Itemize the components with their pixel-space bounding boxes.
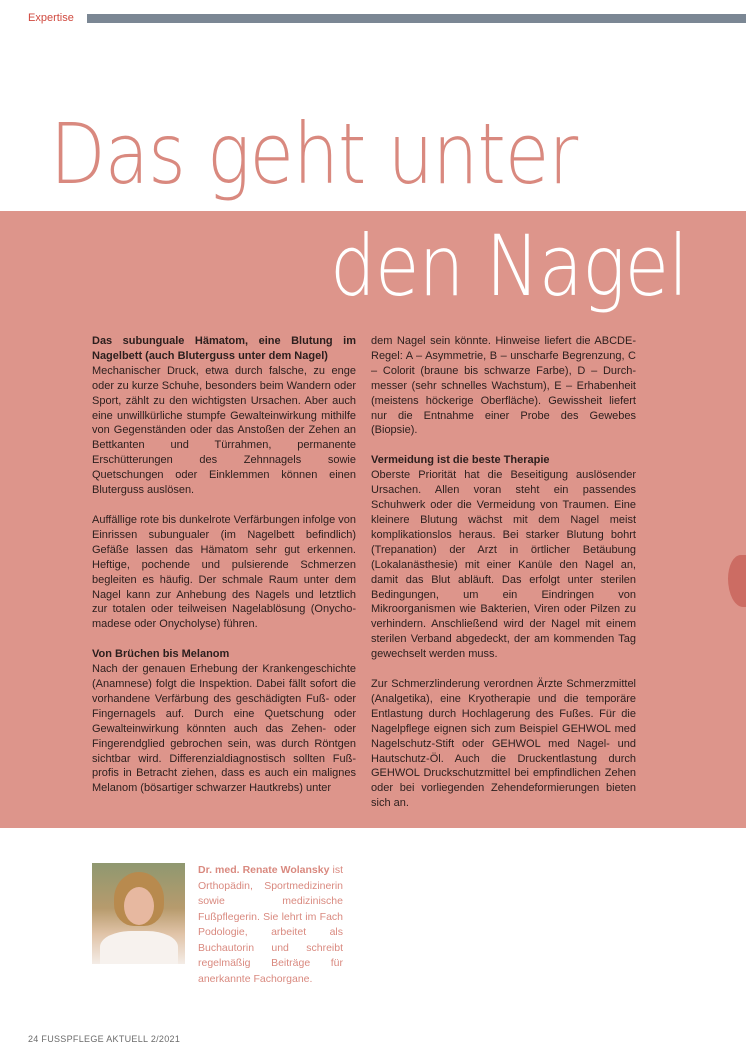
headline-line-1: Das geht unter [50,105,578,203]
paragraph: Nach der genauen Erhebung der Krankengeschichte (Anamnese) folgt die Inspektion. Dabei fällt sofort die vorhandene Verfärbung des geschädigten Fuß- oder Fingernagels auf. Durch eine Quetschung oder Gewalteinwirkung könnten auch das Zehen- oder Fingerendglied gebrochen sein, was durch Röntgen sichtbar wird. Differenzialdiagnostisch sollten Fußprofis in Betracht ziehen, dass es auch ein malignes Melanom (bösartiger schwarzer Hautkrebs) unter [92,663,356,795]
author-photo [92,863,185,964]
photo-shirt [100,931,178,964]
paragraph: Oberste Priorität hat die Beseitigung auslösender Ursachen. Allen voran steht ein passendes Schuhwerk oder die Vermeidung von Traumen. Eine kleinere Blutung wächst mit dem Nagel meist komplikationslos heraus. Bei starker Blutung bohrt (Trepanation) der Arzt in örtlicher Betäubung (Lokalanästhesie) mit einer Kanüle den Nagel an, damit das Blut abläuft. Das erfolgt unter sterilen Bedingungen, um ein Eindringen von Mikroorganismen wie Bakterien, Viren oder Pilzen zu verhindern. Anschließend wird der Nagel mit einem sterilen Verband abgedeckt, der am kommenden Tag gewechselt werden muss. [371,469,636,661]
section-label: Expertise [28,12,74,24]
author-bio [198,863,343,987]
subheading: Von Brüchen bis Melanom [92,648,230,661]
paragraph: Zur Schmerzlinderung verordnen Ärzte Schmerzmittel (Analgetika), eine Kryotherapie und die temporäre Entlastung durch Hochlagerung des Fußes. Für die Nagelpflege eignen sich zum Beispiel GEHWOL med Nagelschutz-Stift oder GEHWOL med Nagel- und Hautschutz-Öl. Auch die Druckentlastung durch GEHWOL Druckschutzmittel bei empfindlichen Zehen oder bei vorliegenden Zehendeformierungen bieten sich an. [371,678,636,810]
article-column-right [371,334,636,826]
paragraph-text: Mechanischer Druck, etwa durch falsche, zu enge oder zu kurze Schuhe, besonders beim Wandern oder Sport, zählt zu den wichtigsten Ursachen. Aber auch eine unwillkürliche stumpfe Gewalteinwirkung mithilfe von Gegenständen oder das Anstoßen der Zehen an Bettkanten und Türrahmen, permanente Erschütterungen des Zehnnagels sowie Quetschungen oder Einklemmen können einen Bluterguss auslösen. [92,364,356,497]
paragraph: Auffällige rote bis dunkelrote Verfärbungen infolge von Einrissen subungualer (im Nagelbett befindlich) Gefäße lassen das Hämatom sehr gut erkennen. Heftige, pochende und pulsierende Schmerzen begleiten es häufig. Der schmale Raum unter dem Nagel kann zur Anhebung des Nagels und letztlich zur totalen oder teilweisen Nagelablösung (Onychomadese oder Onycholyse) führen. [92,513,356,631]
paragraph: dem Nagel sein könnte. Hinweise liefert die ABCDE-Regel: A – Asymmetrie, B – unscharfe Begrenzung, C – Colorit (braune bis schwarze Farbe), D – Durchmesser (sehr schnelles Wachstum), E – Erhabenheit (meistens höckerige Oberfläche). Gewissheit liefert nur die Entnahme einer Probe des Gewebes (Biopsie). [371,335,636,437]
header-divider-bar [87,14,746,23]
headline-line-2: den Nagel [330,217,688,315]
lead-heading: Das subunguale Hämatom, eine Blutung im Nagelbett (auch Bluterguss unter dem Nagel) [92,335,356,362]
subheading: Vermeidung ist die beste Therapie [371,454,550,467]
article-column-left [92,334,356,811]
paragraph [92,334,356,498]
photo-face [124,887,154,925]
author-bio-text: ist Orthopädin, Sportmedizinerin sowie medizinische Fußpflegerin. Sie lehrt im Fach Podologie, arbeitet als Buchautorin und schreibt regelmäßig Beiträge für anerkannte Fachorgane. [198,864,343,985]
page-footer: 24 FUSSPFLEGE AKTUELL 2/2021 [28,1034,181,1044]
author-name: Dr. med. Renate Wolansky [198,864,330,876]
